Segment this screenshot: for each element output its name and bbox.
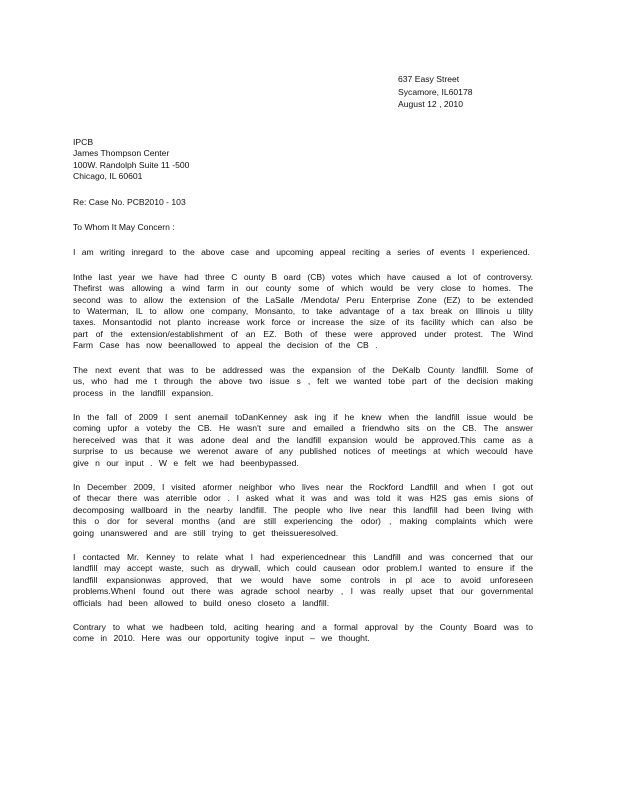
- sender-street: 637 Easy Street: [398, 74, 460, 84]
- paragraph-6: I contacted Mr. Kenney to relate what I had experiencednear this Landfill and was concerned that our landfill may accept waste, such as drywall, which could causean odor problem.I wanted to ensure if the landfill expansionwas approved, that we would have some controls in pl ace to avoid unforeseen problems.WhenI found out there was agrade school nearby , I was really upset that our governmental officials had been allowed to build oneso closeto a landfill.: [73, 551, 533, 608]
- paragraph-7: Contrary to what we hadbeen told, aciting hearing and a formal approval by the County Board was to come in 2010. Here was our opportunity togive input – we thought.: [73, 622, 533, 644]
- re-line: Re: Case No. PCB2010 - 103: [73, 196, 186, 207]
- recipient-line-2: 100W. Randolph Suite 11 -500: [73, 159, 190, 170]
- paragraph-1: I am writing inregard to the above case and upcoming appeal reciting a series of events I experienced.: [73, 247, 530, 258]
- recipient-address-block: [73, 137, 533, 183]
- letter-body: [73, 137, 533, 645]
- paragraph-4: In the fall of 2009 I sent anemail toDanKenney ask ing if he knew when the landfill issue would be coming upfor a voteby the CB. He wasn't sure and emailed a friendwho sits on the CB. The answer hereceived was that it was adone deal and the landfill expansion would be approved.This came as a surprise to us because we werenot aware of any published notices of meetings at which wecould have give n our input . W e felt we had beenbypassed.: [73, 411, 533, 468]
- paragraph-5: In December 2009, I visited aformer neighbor who lives near the Rockford Landfill and when I got out of thecar there was aterrible odor . I asked what it was and was told it was H2S gas emis sions of decomposing wallboard in the nearby landfill. The people who live near this landfill had been living with this o dor for several months (and are still experiencing the odor) , making complaints which were going unanswered and are still trying to get theissueresolved.: [73, 481, 533, 538]
- recipient-line-3: Chicago, IL 60601: [73, 171, 143, 182]
- letter-date: August 12 , 2010: [398, 99, 463, 109]
- recipient-org: IPCB: [73, 137, 94, 147]
- sender-city: Sycamore, IL60178: [398, 86, 473, 97]
- salutation: To Whom It May Concern :: [73, 222, 175, 233]
- paragraph-2: Inthe last year we have had three C ounty B oard (CB) votes which have caused a lot of controversy. Thefirst was allowing a wind farm in our county some of which would be very close to homes. The second was to allow the extension of the LaSalle /Mendota/ Peru Enterprise Zone (EZ) to be extended to Waterman, IL to allow one company, Monsanto, to take advantage of a tax break on Illinois u tility taxes. Monsantodid not planto increase work force or increase the size of its facility which can also be part of the extension/establishment of an EZ. Both of these were approved under protest. The Wind Farm Case has now beenallowed to appeal the decision of the CB .: [73, 271, 533, 351]
- paragraph-3: The next event that was to be addressed was the expansion of the DeKalb County landfill. Some of us, who had me t through the above two issue s , felt we wanted tobe part of the decision making process in the landfill expansion.: [73, 364, 533, 398]
- recipient-line-1: James Thompson Center: [73, 148, 170, 159]
- sender-address-block: [398, 73, 473, 111]
